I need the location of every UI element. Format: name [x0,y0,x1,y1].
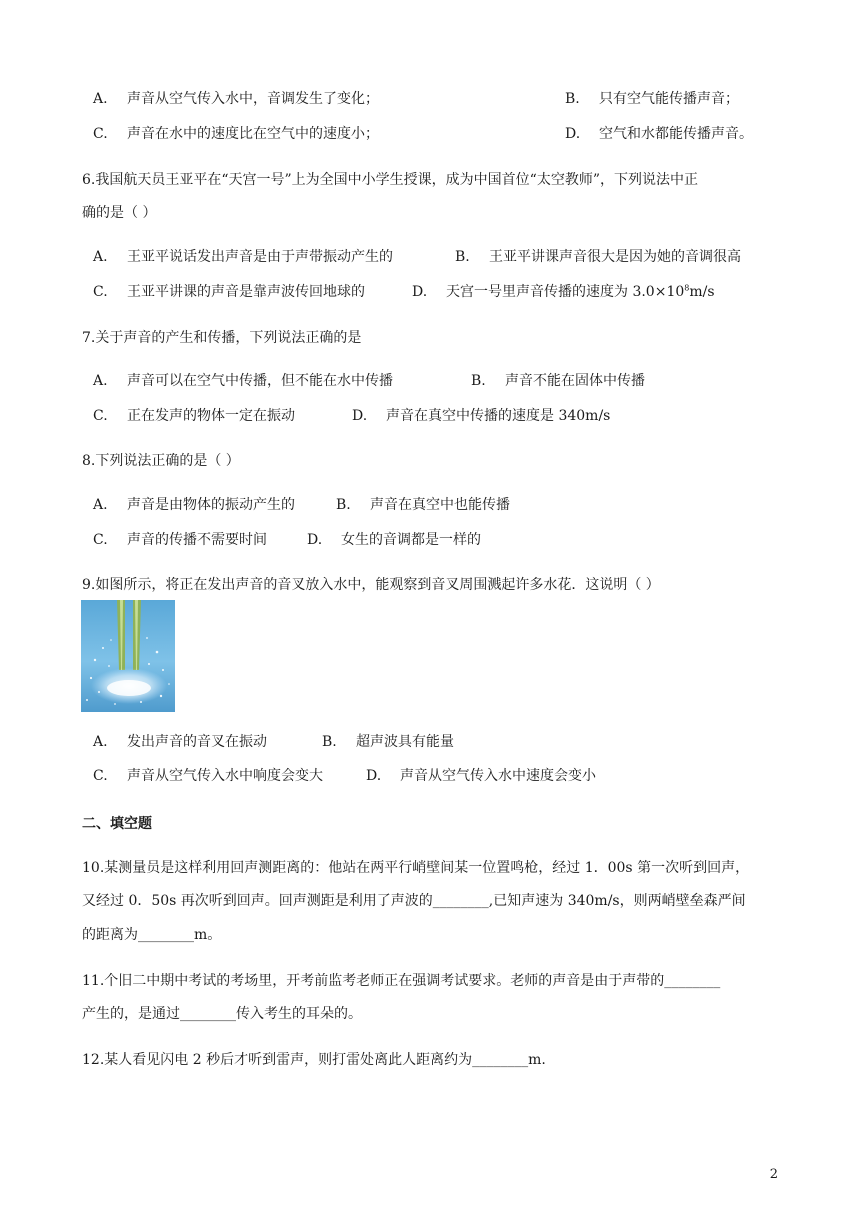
q10-line3: 的距离为________m。 [82,927,222,943]
q6-option-b: B. 王亚平讲课声音很大是因为她的音调很高 [455,249,741,265]
q7-option-a: A. 声音可以在空气中传播，但不能在水中传播 [93,373,393,389]
q8-option-d: D. 女生的音调都是一样的 [307,532,481,548]
q7-option-b: B. 声音不能在固体中传播 [471,373,645,389]
q6-option-c: C. 王亚平讲课的声音是靠声波传回地球的 [93,284,365,300]
page-number: 2 [769,1167,778,1182]
q9-option-b: B. 超声波具有能量 [322,734,454,750]
q12-line1: 12.某人看见闪电 2 秒后才听到雷声，则打雷处离此人距离约为________m. [82,1052,546,1068]
q9-option-a: A. 发出声音的音叉在振动 [93,734,267,750]
q8-option-b: B. 声音在真空中也能传播 [336,497,510,513]
section-heading-fill-in: 二、填空题 [82,816,152,832]
q6-stem-line2: 确的是（ ） [82,205,157,221]
tuning-fork-in-water-image [81,600,175,712]
q5-option-c: C. 声音在水中的速度比在空气中的速度小； [93,126,379,142]
q9-option-c: C. 声音从空气传入水中响度会变大 [93,768,323,784]
q11-line1: 11.个旧二中期中考试的考场里，开考前监考老师正在强调考试要求。老师的声音是由于声带的________ [82,973,721,989]
q7-option-d: D. 声音在真空中传播的速度是 340m/s [352,408,611,424]
q6-option-d: D. 天宫一号里声音传播的速度为 $3.0\times 10^8m/s$ [412,283,715,300]
q8-option-c: C. 声音的传播不需要时间 [93,532,267,548]
q5-option-b: B. 只有空气能传播声音； [565,91,739,107]
q5-option-d: D. 空气和水都能传播声音。 [565,126,753,142]
q11-line2: 产生的，是通过________传入考生的耳朵的。 [82,1006,362,1022]
q6-stem-line1: 6.我国航天员王亚平在“天宫一号”上为全国中小学生授课，成为中国首位“太空教师”，下列说法中正 [82,172,698,188]
q7-stem: 7.关于声音的产生和传播，下列说法正确的是 [82,330,362,346]
q5-option-a: A. 声音从空气传入水中，音调发生了变化； [93,91,379,107]
q7-option-c: C. 正在发声的物体一定在振动 [93,408,295,424]
q8-stem: 8.下列说法正确的是（ ） [82,453,240,469]
q6-option-a: A. 王亚平说话发出声音是由于声带振动产生的 [93,249,393,265]
q8-option-a: A. 声音是由物体的振动产生的 [93,497,295,513]
q10-line2: 又经过 0．50s 再次听到回声。回声测距是利用了声波的________,已知声速为 340m/s，则两峭壁垒森严间 [82,893,746,909]
q9-option-d: D. 声音从空气传入水中速度会变小 [366,768,596,784]
q9-stem: 9.如图所示，将正在发出声音的音叉放入水中，能观察到音叉周围溅起许多水花．这说明（ ） [82,577,660,593]
q10-line1: 10.某测量员是这样利用回声测距离的：他站在两平行峭壁间某一位置鸣枪，经过 1．00s 第一次听到回声， [82,860,750,876]
